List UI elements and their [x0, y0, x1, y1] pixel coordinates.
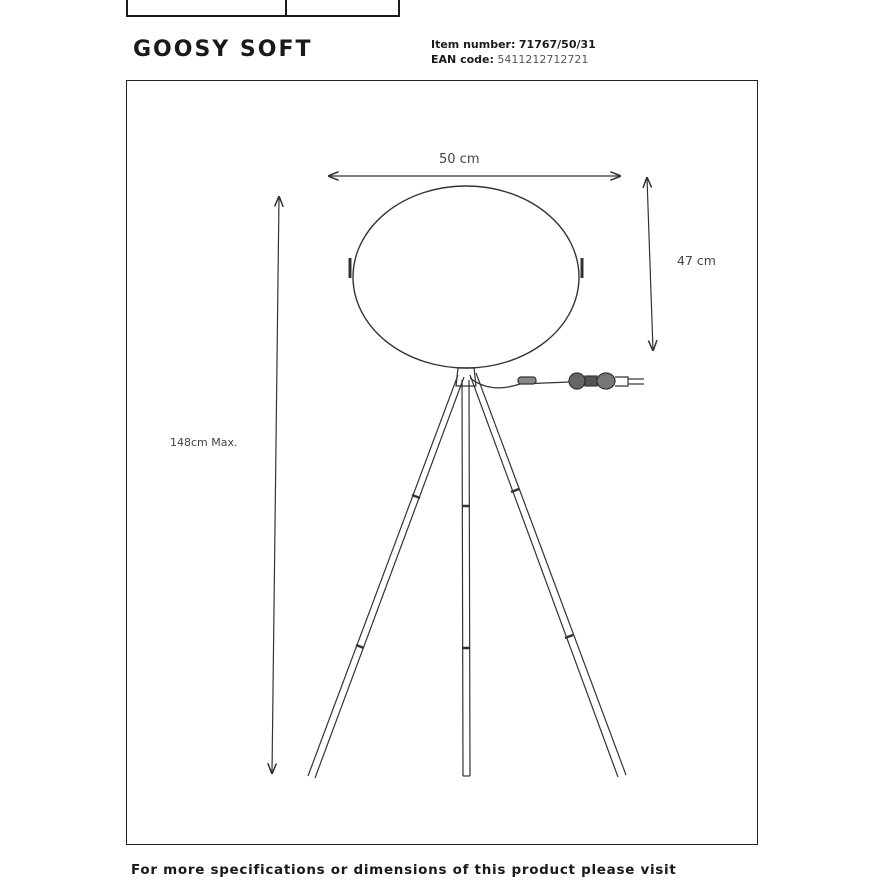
total-height-dimension-line	[272, 197, 279, 773]
ean-value: 5411212712721	[497, 53, 589, 66]
lamp-shade	[353, 186, 579, 368]
product-name: GOOSY SOFT	[133, 37, 313, 62]
item-number-label: Item number:	[431, 38, 516, 51]
shade-height-dimension-line	[647, 178, 653, 350]
shade-height-label: 47 cm	[677, 253, 716, 268]
total-height-label: 148cm Max.	[170, 436, 238, 449]
footer-note: For more specifications or dimensions of this product please visit	[131, 862, 677, 878]
tripod-leg-center	[462, 380, 470, 776]
tripod-leg-left	[308, 375, 464, 778]
tripod-leg-right	[470, 373, 626, 777]
ean-label: EAN code:	[431, 53, 494, 66]
power-cord	[470, 373, 644, 389]
width-label: 50 cm	[439, 152, 480, 167]
item-number-value: 71767/50/31	[518, 38, 596, 51]
